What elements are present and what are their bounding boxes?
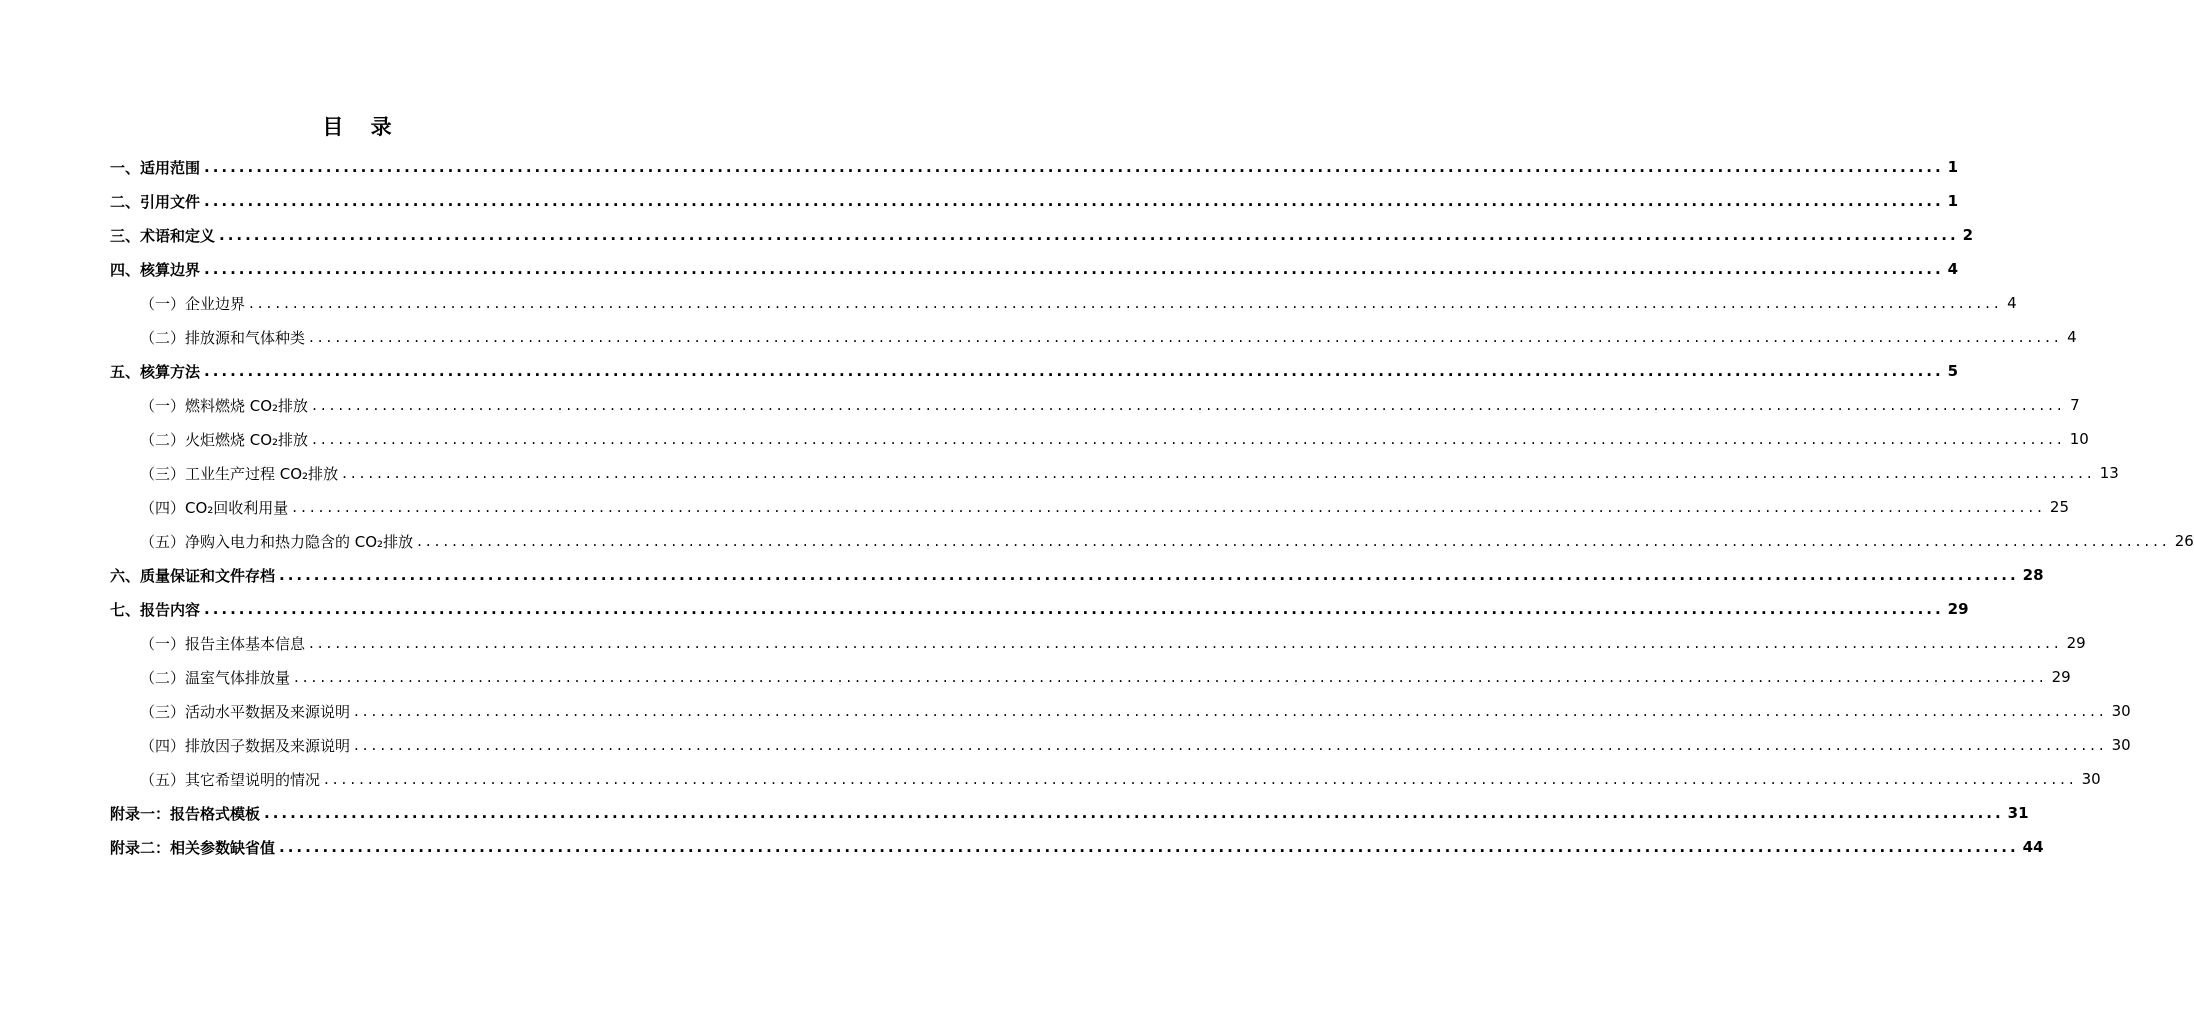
toc-entry[interactable] (110, 830, 2044, 864)
dot-leader: ........................................................................................................................................................................................................ (204, 192, 1944, 210)
toc-entry-label: （二）温室气体排放量 (140, 668, 291, 687)
toc-entry-page-number: 10 (2069, 430, 2089, 448)
dot-leader: ........................................................................................................................................................................................................ (312, 396, 2066, 414)
toc-entry-page-number: 13 (2099, 464, 2119, 482)
toc-entry-label: （二）排放源和气体种类 (140, 328, 306, 347)
toc-entry-label: （三）活动水平数据及来源说明 (140, 702, 351, 721)
toc-entry-label: （四）CO₂回收利用量 (140, 498, 289, 517)
toc-entry-label: （三）工业生产过程 CO₂排放 (140, 464, 339, 483)
toc-entry[interactable] (110, 626, 2086, 660)
toc-entry-page-number: 30 (2111, 736, 2131, 754)
toc-entry[interactable] (110, 762, 2101, 796)
table-of-contents (110, 150, 2194, 864)
toc-entry-label: （五）净购入电力和热力隐含的 CO₂排放 (140, 532, 414, 551)
toc-entry[interactable] (110, 388, 2080, 422)
toc-entry-page-number: 5 (1947, 362, 1959, 380)
dot-leader: ........................................................................................................................................................................................................ (354, 736, 2108, 754)
toc-entry[interactable] (110, 660, 2071, 694)
toc-entry[interactable] (110, 184, 1959, 218)
toc-entry[interactable] (110, 592, 1969, 626)
dot-leader: ........................................................................................................................................................................................................ (324, 770, 2078, 788)
dot-leader: ........................................................................................................................................................................................................ (312, 430, 2066, 448)
dot-leader: ........................................................................................................................................................................................................ (294, 668, 2048, 686)
dot-leader: ........................................................................................................................................................................................................ (249, 294, 2003, 312)
toc-entry-page-number: 29 (1947, 600, 1969, 618)
dot-leader: ........................................................................................................................................................................................................ (342, 464, 2096, 482)
toc-entry-label: （一）企业边界 (140, 294, 246, 313)
toc-entry[interactable] (110, 694, 2131, 728)
dot-leader: ........................................................................................................................................................................................................ (264, 804, 2004, 822)
toc-entry[interactable] (110, 218, 1974, 252)
toc-entry[interactable] (110, 150, 1959, 184)
dot-leader: ........................................................................................................................................................................................................ (279, 566, 2019, 584)
toc-entry-label: 七、报告内容 (110, 600, 201, 619)
toc-entry-label: （一）报告主体基本信息 (140, 634, 306, 653)
dot-leader: ........................................................................................................................................................................................................ (309, 328, 2063, 346)
toc-entry-page-number: 1 (1947, 158, 1959, 176)
toc-entry-page-number: 44 (2022, 838, 2044, 856)
toc-entry-page-number: 7 (2070, 396, 2080, 414)
toc-entry-label: 三、术语和定义 (110, 226, 216, 245)
toc-entry[interactable] (110, 490, 2070, 524)
toc-entry-label: 附录二：相关参数缺省值 (110, 838, 276, 857)
toc-entry-label: 附录一：报告格式模板 (110, 804, 261, 823)
toc-entry[interactable] (110, 728, 2131, 762)
toc-entry-page-number: 29 (2051, 668, 2071, 686)
toc-entry-page-number: 31 (2007, 804, 2029, 822)
toc-entry-label: （五）其它希望说明的情况 (140, 770, 321, 789)
toc-entry-label: 四、核算边界 (110, 260, 201, 279)
toc-entry[interactable] (110, 796, 2029, 830)
toc-entry-label: 六、质量保证和文件存档 (110, 566, 276, 585)
toc-entry-page-number: 26 (2174, 532, 2194, 550)
toc-entry[interactable] (110, 320, 2077, 354)
toc-entry-page-number: 1 (1947, 192, 1959, 210)
toc-entry-page-number: 4 (2067, 328, 2077, 346)
dot-leader: ........................................................................................................................................................................................................ (204, 600, 1944, 618)
toc-entry-page-number: 25 (2049, 498, 2070, 516)
toc-entry-page-number: 29 (2066, 634, 2086, 652)
dot-leader: ........................................................................................................................................................................................................ (279, 838, 2019, 856)
toc-entry[interactable] (110, 524, 2194, 558)
dot-leader: ........................................................................................................................................................................................................ (204, 260, 1944, 278)
dot-leader: ........................................................................................................................................................................................................ (292, 498, 2046, 516)
toc-entry-page-number: 4 (2007, 294, 2017, 312)
toc-entry-label: （一）燃料燃烧 CO₂排放 (140, 396, 309, 415)
page-title: 目 录 (322, 115, 402, 139)
toc-entry[interactable] (110, 456, 2119, 490)
toc-entry[interactable] (110, 286, 2017, 320)
toc-entry[interactable] (110, 354, 1959, 388)
toc-entry[interactable] (110, 558, 2044, 592)
toc-entry[interactable] (110, 422, 2089, 456)
dot-leader: ........................................................................................................................................................................................................ (204, 158, 1944, 176)
toc-entry-label: 五、核算方法 (110, 362, 201, 381)
toc-entry-label: 二、引用文件 (110, 192, 201, 211)
dot-leader: ........................................................................................................................................................................................................ (417, 532, 2171, 550)
toc-entry-label: （四）排放因子数据及来源说明 (140, 736, 351, 755)
toc-entry[interactable] (110, 252, 1959, 286)
dot-leader: ........................................................................................................................................................................................................ (354, 702, 2108, 720)
dot-leader: ........................................................................................................................................................................................................ (309, 634, 2063, 652)
toc-entry-page-number: 4 (1947, 260, 1959, 278)
toc-entry-label: （二）火炬燃烧 CO₂排放 (140, 430, 309, 449)
toc-entry-page-number: 30 (2111, 702, 2131, 720)
toc-entry-label: 一、适用范围 (110, 158, 201, 177)
dot-leader: ........................................................................................................................................................................................................ (219, 226, 1959, 244)
toc-entry-page-number: 28 (2022, 566, 2044, 584)
toc-entry-page-number: 2 (1962, 226, 1974, 244)
dot-leader: ........................................................................................................................................................................................................ (204, 362, 1944, 380)
toc-entry-page-number: 30 (2081, 770, 2101, 788)
